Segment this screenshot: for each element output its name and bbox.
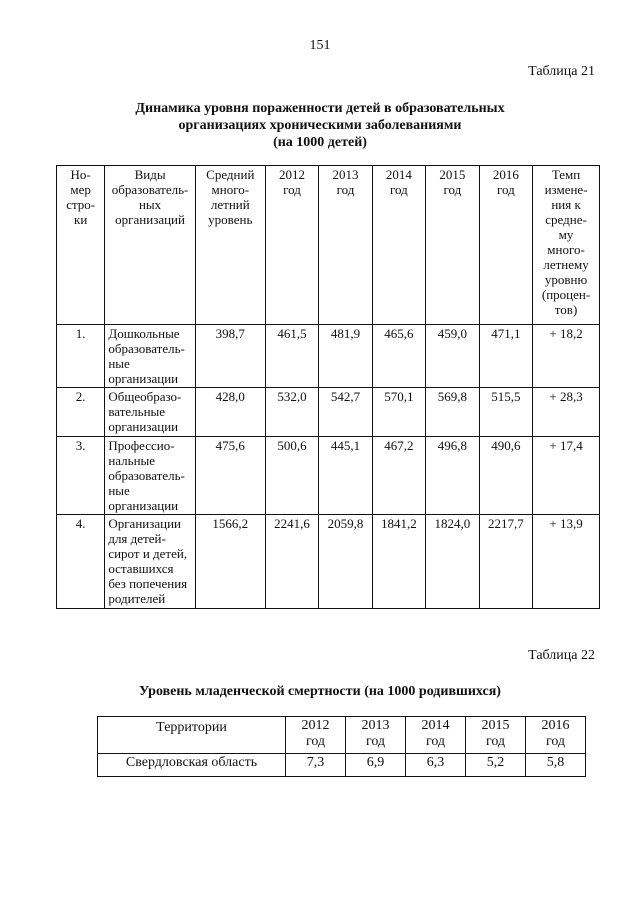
mortality-value-cell: 6,9 (346, 754, 406, 777)
year-value-cell: 490,6 (479, 437, 532, 515)
row-number: 1. (57, 325, 105, 388)
table-21 (56, 165, 600, 609)
year-value-cell: 570,1 (372, 388, 425, 437)
table-row (57, 325, 600, 388)
row-number: 3. (57, 437, 105, 515)
mortality-value-cell: 7,3 (286, 754, 346, 777)
page-number: 151 (309, 38, 331, 53)
table-row (57, 388, 600, 437)
organization-type: Организации для детей- сирот и детей, оставшихся без попечения родителей (105, 515, 196, 609)
table-22 (97, 716, 586, 777)
year-value-cell: 2059,8 (319, 515, 372, 609)
row-number: 2. (57, 388, 105, 437)
table-21-title-line: Динамика уровня пораженности детей в образовательных (135, 101, 505, 116)
header-year-2012: 2012 год (286, 717, 346, 754)
year-value-cell: 1824,0 (426, 515, 479, 609)
mortality-value-cell: 5,8 (526, 754, 586, 777)
change-rate-cell: + 17,4 (533, 437, 600, 515)
change-rate-cell: + 13,9 (533, 515, 600, 609)
average-level-cell: 475,6 (195, 437, 265, 515)
change-rate-cell: + 28,3 (533, 388, 600, 437)
table-21-label: Таблица 21 (528, 64, 595, 79)
header-year-2016: 2016 год (526, 717, 586, 754)
year-value-cell: 461,5 (265, 325, 318, 388)
year-value-cell: 569,8 (426, 388, 479, 437)
header-average-level: Средний много- летний уровень (195, 166, 265, 325)
header-year-2014: 2014 год (372, 166, 425, 325)
year-value-cell: 1841,2 (372, 515, 425, 609)
change-rate-cell: + 18,2 (533, 325, 600, 388)
table-row (57, 515, 600, 609)
header-year-2015: 2015 год (466, 717, 526, 754)
year-value-cell: 459,0 (426, 325, 479, 388)
year-value-cell: 515,5 (479, 388, 532, 437)
table-row (98, 754, 586, 777)
year-value-cell: 2241,6 (265, 515, 318, 609)
header-territory: Территории (98, 717, 286, 754)
header-year-2012: 2012 год (265, 166, 318, 325)
year-value-cell: 445,1 (319, 437, 372, 515)
header-organization-type: Виды образователь- ных организаций (105, 166, 196, 325)
table-21-title (0, 100, 640, 151)
average-level-cell: 428,0 (195, 388, 265, 437)
year-value-cell: 500,6 (265, 437, 318, 515)
year-value-cell: 467,2 (372, 437, 425, 515)
territory-cell: Свердловская область (98, 754, 286, 777)
year-value-cell: 2217,7 (479, 515, 532, 609)
year-value-cell: 471,1 (479, 325, 532, 388)
organization-type: Профессио- нальные образователь- ные организации (105, 437, 196, 515)
header-year-2015: 2015 год (426, 166, 479, 325)
organization-type: Общеобразо- вательные организации (105, 388, 196, 437)
header-row-number: Но- мер стро- ки (57, 166, 105, 325)
header-year-2013: 2013 год (319, 166, 372, 325)
year-value-cell: 532,0 (265, 388, 318, 437)
year-value-cell: 542,7 (319, 388, 372, 437)
table-21-title-line: (на 1000 детей) (273, 135, 367, 150)
table-21-title-line: организациях хроническими заболеваниями (178, 118, 462, 133)
header-year-2013: 2013 год (346, 717, 406, 754)
table-row (57, 437, 600, 515)
row-number: 4. (57, 515, 105, 609)
header-change-rate: Темп измене- ния к средне- му много- летнему уровню (процен- тов) (533, 166, 600, 325)
mortality-value-cell: 6,3 (406, 754, 466, 777)
header-year-2014: 2014 год (406, 717, 466, 754)
table-22-title: Уровень младенческой смертности (на 1000 родившихся) (139, 684, 501, 699)
mortality-value-cell: 5,2 (466, 754, 526, 777)
header-year-2016: 2016 год (479, 166, 532, 325)
average-level-cell: 1566,2 (195, 515, 265, 609)
year-value-cell: 465,6 (372, 325, 425, 388)
year-value-cell: 496,8 (426, 437, 479, 515)
table-21-header-row (57, 166, 600, 325)
organization-type: Дошкольные образователь- ные организации (105, 325, 196, 388)
table-22-header-row (98, 717, 586, 754)
average-level-cell: 398,7 (195, 325, 265, 388)
year-value-cell: 481,9 (319, 325, 372, 388)
table-22-label: Таблица 22 (528, 648, 595, 663)
